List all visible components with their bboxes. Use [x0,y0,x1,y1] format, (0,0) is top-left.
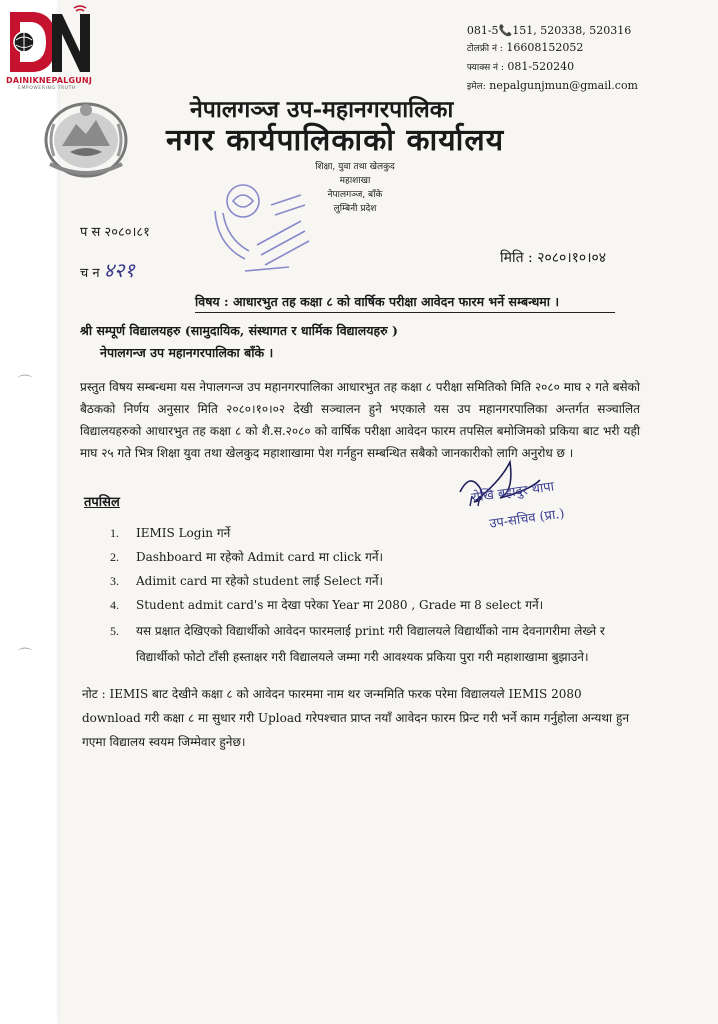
step-number: 3. [110,574,119,588]
fax-number: 081-520240 [507,60,575,73]
list-item [110,618,650,670]
dispatch-number-line [80,256,135,283]
list-item [110,546,650,568]
paper-crease-mark: ⌒ [18,375,32,391]
dispatch-label: च न [80,266,100,281]
org-name-line2: नगर कार्यपालिकाको कार्यालय [166,123,505,158]
letter-number: प स २०८०।८१ [80,225,150,240]
logo-brand-text: DAINIKNEPALGUNJ [6,76,92,85]
fax-label: फ्याक्स नं : [466,63,504,73]
recipient-line2: नेपालगन्ज उप महानगरपालिका बाँके । [100,345,274,360]
phone-numbers: 081-5📞151, 520338, 520316 [466,24,632,37]
body-paragraph: प्रस्तुत विषय सम्बन्धमा यस नेपालगन्ज उप महानगरपालिका आधारभुत तह कक्षा ८ परीक्षा समितिको मिति २०८० माघ २ गते बसेको बैठकको निर्णय अनुसार मिति २०८०।१०।०२ देखी सञ्चालन हुने भएकाले यस उप महानगरपालिका अन्तर्गत सञ्चालित विद्यालयहरुको आधारभुत तह कक्षा ८ को शै.स.२०८० को वार्षिक परीक्षा आवेदन फारम तपसिल बमोजिमको प्रकिया बाट भरी यही माघ २५ गते भित्र शिक्षा युवा तथा खेलकुद महाशाखामा पेश गर्नहुन सम्बन्धित सबैको जानकारीको लागि अनुरोध छ । [80,380,640,460]
tollfree-number: 16608152052 [506,41,584,54]
recipient-line1: श्री सम्पूर्ण विद्यालयहरु (सामुदायिक, संस्थागत र धार्मिक विद्यालयहरु ) [80,323,398,338]
dispatch-number: ४२१ [103,258,135,282]
email-line [467,77,638,96]
department-province: लुम्बिनी प्रदेश [333,204,377,214]
subject-line: विषय : आधारभुत तह कक्षा ८ को वार्षिक परीक्षा आवेदन फारम भर्ने सम्बन्धमा । [195,294,560,309]
step-text: Adimit card मा रहेको student लाई Select गर्ने। [136,574,384,588]
steps-list [110,522,650,672]
fax-line [467,58,638,77]
paper-crease-mark: ⌒ [18,648,32,664]
logo-tagline: EMPOWERING TRUTH [18,86,76,91]
subject-underline [195,312,615,313]
list-item [110,594,650,616]
letter-date: मिति : २०८०।१०।०४ [500,250,607,266]
dainik-nepalgunj-logo [4,4,96,84]
tollfree-line [467,39,638,58]
nepal-emblem-icon [40,94,132,180]
step-text: Dashboard मा रहेको Admit card मा click गर्ने। [136,550,384,564]
department-city: नेपालगञ्ज, बाँके [327,190,383,200]
department-name: शिक्षा, युवा तथा खेलकुद महाशाखा [315,162,395,186]
step-number: 4. [110,598,119,612]
step-number: 5. [110,624,119,638]
step-number: 1. [110,526,119,540]
org-name-line1: नेपालगञ्ज उप-महानगरपालिका [190,96,454,123]
signatory-name: रोखि बहादुर थापा [470,479,555,506]
step-text: Student admit card's मा देखा परेका Year मा 2080 , Grade मा 8 select गर्ने। [136,598,544,612]
office-stamp-icon [205,175,320,280]
step-number: 2. [110,550,119,564]
email-label: इमेल: [466,82,486,92]
list-item [110,522,650,544]
note-paragraph: नोट : IEMIS बाट देखीने कक्षा ८ को आवेदन फारममा नाम थर जन्ममिति फरक परेमा विद्यालयले IEMIS 2080 download गरी कक्षा ८ मा सुधार गरी Upload गरेपश्चात प्राप्त नयाँ आवेदन फारम प्रिन्ट गरी भर्ने काम गर्नुहोला अन्यथा हुन गएमा विद्यालय स्वयम जिम्मेवार हुनेछ। [82,687,629,749]
contact-block [467,22,638,96]
details-heading: तपसिल [84,495,120,510]
list-item [110,570,650,592]
step-text: यस प्रक्षात देखिएको विद्यार्थीको आवेदन फारमलाई print गरी विद्यालयले विद्यार्थीको नाम देवनागरीमा लेख्ने र विद्यार्थीको फोटो टाँसी हस्ताक्षर गरी विद्यालयले जम्मा गरी आवश्यक प्रकिया पुरा गरी महाशाखामा बुझाउने। [136,624,605,664]
step-text: IEMIS Login गर्ने [136,526,231,540]
tollfree-label: टोलफ्री नं : [466,44,503,54]
signatory-title: उप-सचिव (प्रा.) [488,506,566,532]
email-address: nepalgunjmun@gmail.com [489,79,638,92]
